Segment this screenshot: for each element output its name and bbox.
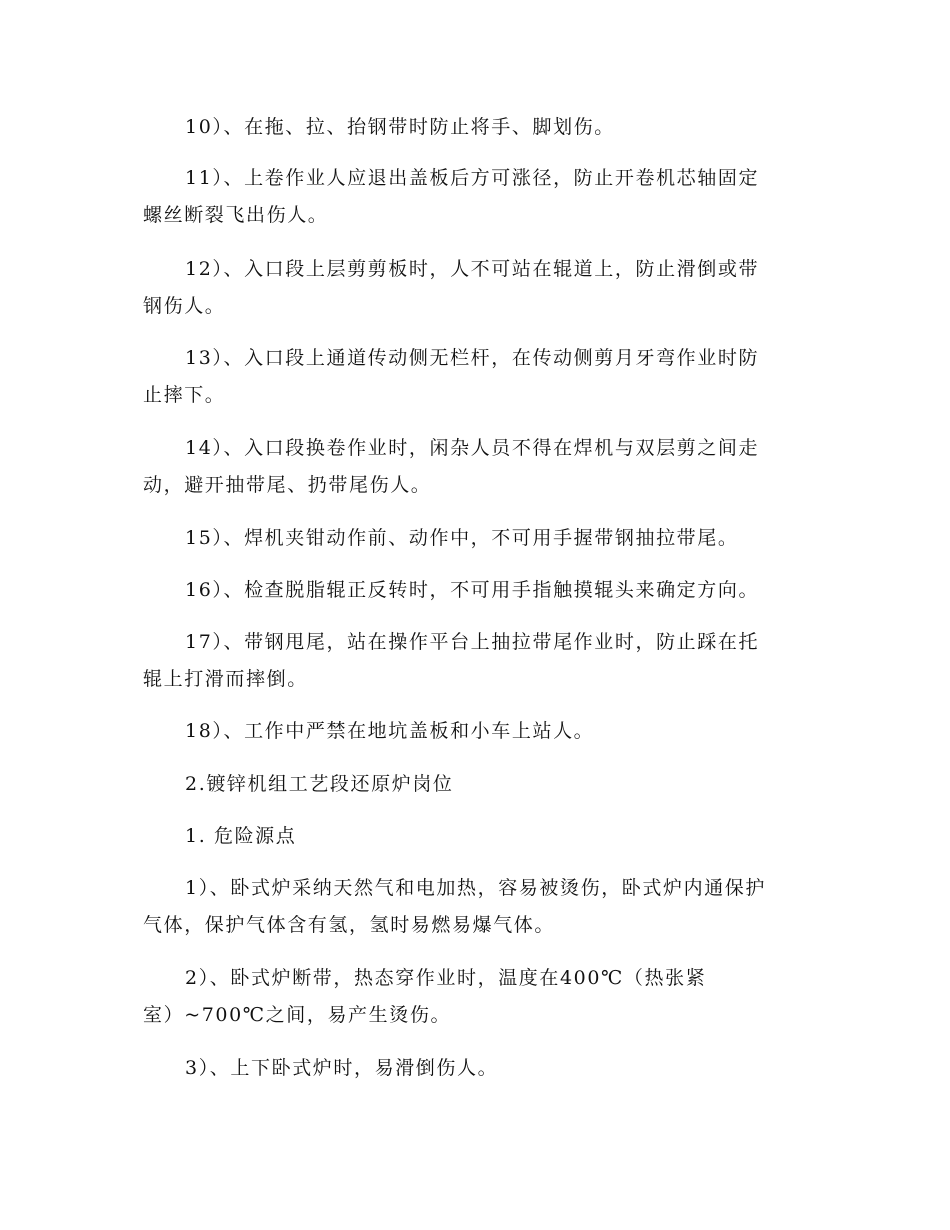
paragraph-line: 气体，保护气体含有氢，氢时易燃易爆气体。 bbox=[143, 914, 556, 936]
paragraph-line: 1. 危险源点 bbox=[185, 825, 297, 847]
paragraph-line: 10）、在拖、拉、抬钢带时防止将手、脚划伤。 bbox=[185, 116, 615, 138]
paragraph-line: 1）、卧式炉采纳天然气和电加热，容易被烫伤，卧式炉内通保护 bbox=[185, 877, 766, 899]
paragraph-line: 14）、入口段换卷作业时，闲杂人员不得在焊机与双层剪之间走 bbox=[185, 437, 760, 459]
paragraph-item-13 bbox=[143, 340, 803, 414]
section-heading bbox=[143, 766, 803, 803]
paragraph-item-18 bbox=[143, 713, 803, 750]
paragraph-line: 3）、上下卧式炉时，易滑倒伤人。 bbox=[185, 1057, 499, 1079]
paragraph-line: 17）、带钢甩尾，站在操作平台上抽拉带尾作业时，防止踩在托 bbox=[185, 631, 760, 653]
paragraph-item-10 bbox=[143, 109, 803, 146]
paragraph-line: 11）、上卷作业人应退出盖板后方可涨径，防止开卷机芯轴固定 bbox=[185, 167, 760, 189]
paragraph-line: 12）、入口段上层剪剪板时，人不可站在辊道上，防止滑倒或带 bbox=[185, 258, 760, 280]
paragraph-line: 18）、工作中严禁在地坑盖板和小车上站人。 bbox=[185, 720, 595, 742]
paragraph-line: 2）、卧式炉断带，热态穿作业时，温度在400℃（热张紧 bbox=[185, 967, 707, 989]
paragraph-item-16 bbox=[143, 572, 803, 609]
paragraph-line: 15）、焊机夹钳动作前、动作中，不可用手握带钢抽拉带尾。 bbox=[185, 527, 739, 549]
paragraph-line: 16）、检查脱脂辊正反转时，不可用手指触摸辊头来确定方向。 bbox=[185, 579, 760, 601]
paragraph-line: 钢伤人。 bbox=[143, 295, 226, 317]
paragraph-line: 螺丝断裂飞出伤人。 bbox=[143, 204, 329, 226]
paragraph-line: 13）、入口段上通道传动侧无栏杆，在传动侧剪月牙弯作业时防 bbox=[185, 347, 760, 369]
paragraph-item-11 bbox=[143, 160, 803, 234]
paragraph-line: 室）~700℃之间，易产生烫伤。 bbox=[143, 1004, 452, 1026]
paragraph-item-17 bbox=[143, 624, 803, 698]
subsection-heading bbox=[143, 818, 803, 855]
paragraph-line: 动，避开抽带尾、扔带尾伤人。 bbox=[143, 474, 432, 496]
paragraph-item-15 bbox=[143, 520, 803, 557]
paragraph-line: 2.镀锌机组工艺段还原炉岗位 bbox=[185, 773, 454, 795]
paragraph-item-2 bbox=[143, 960, 803, 1034]
paragraph-item-12 bbox=[143, 251, 803, 325]
paragraph-item-3 bbox=[143, 1050, 803, 1087]
paragraph-item-1 bbox=[143, 870, 803, 944]
paragraph-line: 止摔下。 bbox=[143, 384, 226, 406]
paragraph-item-14 bbox=[143, 430, 803, 504]
paragraph-line: 辊上打滑而摔倒。 bbox=[143, 668, 308, 690]
